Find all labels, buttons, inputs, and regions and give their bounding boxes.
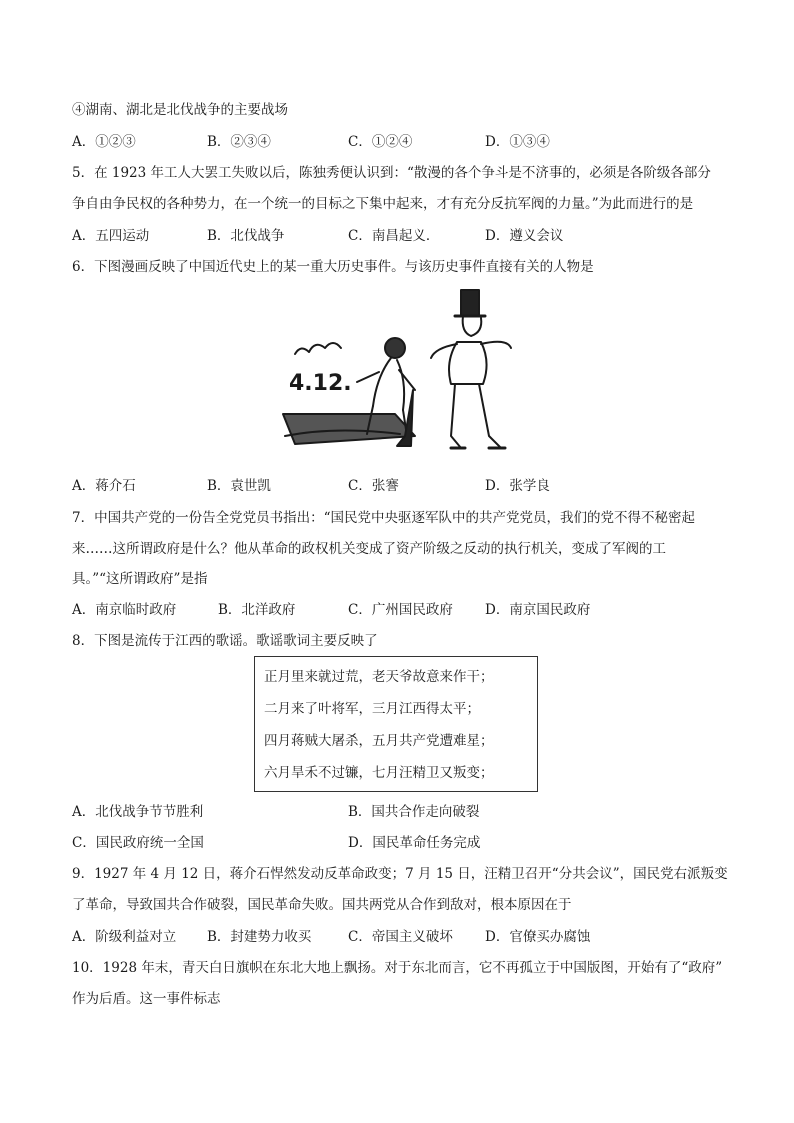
q4-option-a[interactable]: A．①②③	[72, 134, 136, 150]
q10-stem-line-2: 作为后盾。这一事件标志	[72, 991, 221, 1007]
grave-mound	[283, 414, 415, 444]
q5-option-b[interactable]: B．北伐战争	[207, 228, 285, 244]
q9-option-a[interactable]: A．阶级利益对立	[72, 929, 177, 945]
man-coat	[449, 342, 487, 384]
q4-option-d[interactable]: D．①③④	[485, 134, 550, 150]
q7-stem-line-2: 来……这所谓政府是什么？他从革命的政权机关变成了资产阶级之反动的执行机关，变成了军阀的工	[72, 541, 666, 557]
cartoon-label: 4.12.	[289, 371, 352, 396]
cartoon-image	[275, 286, 515, 466]
ballad-line-3: 四月蒋贼大屠杀，五月共产党遭难星；	[264, 733, 494, 749]
q9-stem-line-1: 9．1927 年 4 月 12 日，蒋介石悍然发动反革命政变；7 月 15 日，汪精卫召开“分共会议”，国民党右派叛变	[72, 866, 728, 882]
q7-stem-line-3: 具。”“这所谓政府”是指	[72, 571, 208, 587]
smoke-puffs	[295, 343, 341, 354]
q5-stem-line-2: 争自由争民权的各种势力，在一个统一的目标之下集中起来，才有充分反抗军阀的力量。”为此而进行的是	[72, 196, 694, 212]
ballad-line-1: 正月里来就过荒，老天爷故意来作干；	[264, 669, 494, 685]
q4-option-b[interactable]: B．②③④	[207, 134, 271, 150]
q9-option-d[interactable]: D．官僚买办腐蚀	[485, 929, 591, 945]
q10-stem-line-1: 10．1928 年末，青天白日旗帜在东北大地上飘扬。对于东北而言，它不再孤立于中国版图，开始有了“政府”	[72, 960, 723, 976]
q5-option-c[interactable]: C．南昌起义．	[348, 228, 440, 244]
q8-option-d[interactable]: D．国民革命任务完成	[348, 835, 481, 851]
q7-option-a[interactable]: A．南京临时政府	[72, 602, 177, 618]
top-hat	[461, 290, 479, 316]
q6-stem-line-1: 6．下图漫画反映了中国近代史上的某一重大历史事件。与该历史事件直接有关的人物是	[72, 259, 594, 275]
q4-option-c[interactable]: C．①②④	[348, 134, 413, 150]
q6-option-d[interactable]: D．张学良	[485, 478, 550, 494]
ballad-line-4: 六月旱禾不过镰，七月汪精卫又叛变；	[264, 765, 494, 781]
q9-stem-line-2: 了革命，导致国共合作破裂，国民革命失败。国共两党从合作到敌对，根本原因在于	[72, 897, 572, 913]
q8-option-b[interactable]: B．国共合作走向破裂	[348, 804, 480, 820]
q5-option-d[interactable]: D．遵义会议	[485, 228, 564, 244]
digger-head	[385, 338, 405, 358]
q5-option-a[interactable]: A．五四运动	[72, 228, 150, 244]
q9-option-b[interactable]: B．封建势力收买	[207, 929, 312, 945]
q6-option-b[interactable]: B．袁世凯	[207, 478, 271, 494]
q8-option-a[interactable]: A．北伐战争节节胜利	[72, 804, 204, 820]
q8-option-c[interactable]: C．国民政府统一全国	[72, 835, 204, 851]
q7-option-c[interactable]: C．广州国民政府	[348, 602, 453, 618]
q8-stem-line-1: 8．下图是流传于江西的歌谣。歌谣歌词主要反映了	[72, 633, 378, 649]
q9-option-c[interactable]: C．帝国主义破坏	[348, 929, 453, 945]
ballad-line-2: 二月来了叶将军，三月江西得太平；	[264, 701, 480, 717]
q6-option-a[interactable]: A．蒋介石	[72, 478, 136, 494]
q5-stem-line-1: 5．在 1923 年工人大罢工失败以后，陈独秀便认识到：“散漫的各个争斗是不济事的，必须是各阶级各部分	[72, 165, 711, 181]
q7-option-b[interactable]: B．北洋政府	[218, 602, 296, 618]
q6-option-c[interactable]: C．张謇	[348, 478, 399, 494]
q4-item4: ④湖南、湖北是北伐战争的主要战场	[72, 102, 288, 118]
q7-option-d[interactable]: D．南京国民政府	[485, 602, 591, 618]
q7-stem-line-1: 7．中国共产党的一份告全党党员书指出：“国民党中央驱逐军队中的共产党党员，我们的党不得不秘密起	[72, 510, 695, 526]
ballad-box	[254, 656, 538, 792]
